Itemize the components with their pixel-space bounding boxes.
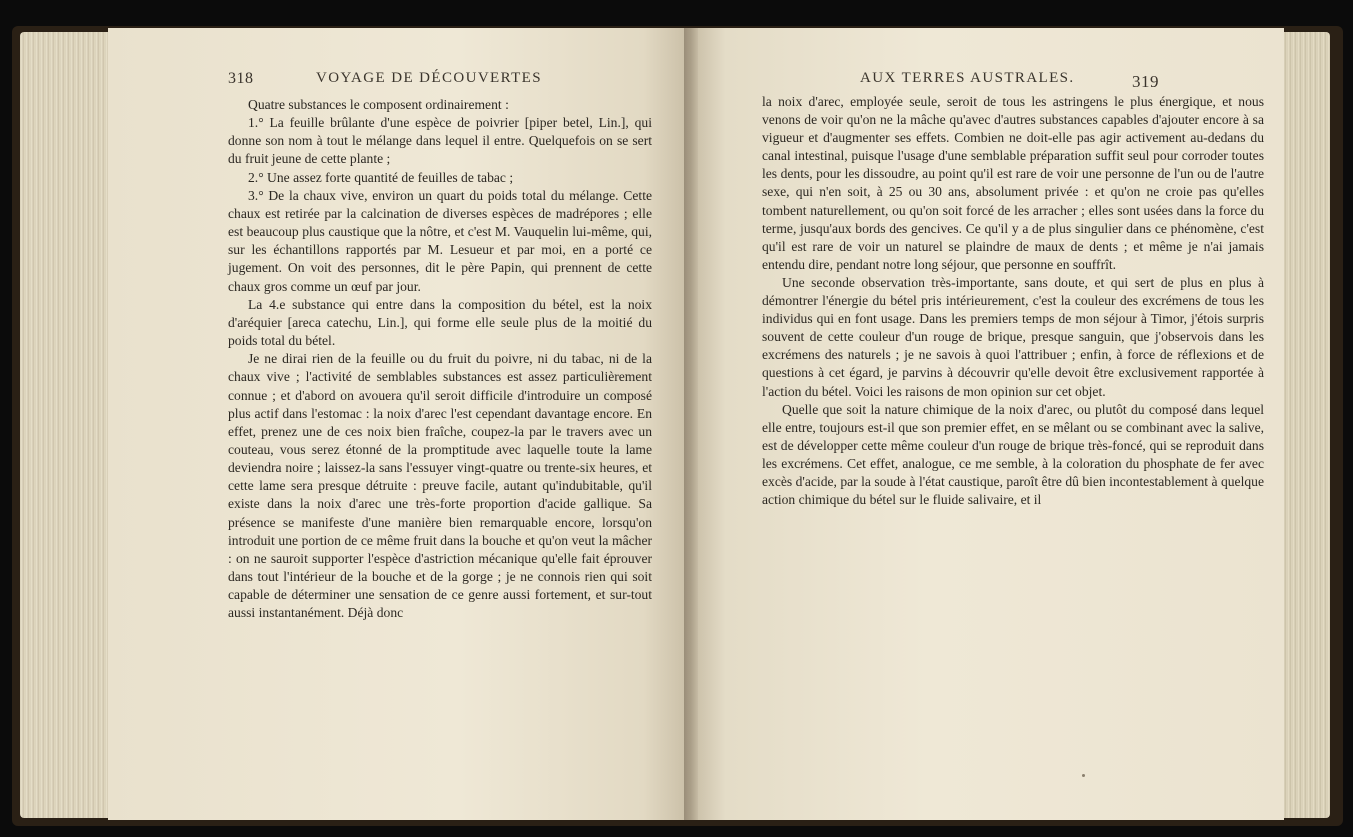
left-running-title: VOYAGE DE DÉCOUVERTES xyxy=(316,70,542,86)
left-page-number: 318 xyxy=(228,70,254,87)
paragraph: Une seconde observation très-importante, sans doute, et qui sert de plus en plus à démontrer l'énergie du bétel pris intérieurement, c'est la couleur des excrémens de tous les individus qui en font usage. Dans les premiers temps de mon séjour à Timor, j'étois surpris souvent de cette couleur d'un rouge de brique, presque sanguin, que j'observois dans les excrémens des naturels ; je ne savois à quoi l'attribuer ; enfin, à force de réflexions et de questions à cet égard, je parvins à découvrir qu'elle devoit être exclusivement rapportée à l'action du bétel. Voici les raisons de mon opinion sur cet objet. xyxy=(762,274,1264,399)
left-page-edges xyxy=(20,32,112,818)
left-running-head xyxy=(228,70,648,92)
paragraph: Quatre substances le composent ordinairement : xyxy=(248,97,509,112)
right-running-head xyxy=(760,70,1260,92)
right-page-body xyxy=(762,93,1264,509)
paragraph: 2.° Une assez forte quantité de feuilles de tabac ; xyxy=(248,169,514,185)
right-page-edges xyxy=(1282,32,1330,818)
paragraph: la noix d'arec, employée seule, seroit de tous les astringens le plus énergique, et nous venons de voir qu'on ne la mâche qu'avec d'autres substances capables d'ajouter encore à sa vigueur et d'augmenter ses effets. Combien ne doit-elle pas agir activement au-dedans du canal intestinal, puisque l'usage d'une semblable préparation suffit seul pour corroder toutes les dents, pour les dissoudre, au point qu'il est rare de voir une personne de l'un ou de l'autre sexe, qui n'en soit, à 25 ou 30 ans, absolument privée : et qu'on ne croie pas qu'elles tombent naturellement, ou qu'on soit forcé de les arracher ; elles sont usées dans la force du terme, jusqu'aux bords des gencives. Ce qu'il y a de plus singulier dans ce phénomène, c'est qu'il est rare de voir un naturel se plaindre de maux de dents ; et même je n'ai jamais entendu dire, pendant notre long séjour, que personne en souffrît. xyxy=(762,94,1264,272)
left-page-body xyxy=(228,96,652,623)
right-running-title: AUX TERRES AUSTRALES. xyxy=(860,70,1075,86)
paragraph: 1.° La feuille brûlante d'une espèce de poivrier [piper betel, Lin.], qui donne son nom à tout le mélange dans lequel il entre. Quelquefois on se sert du fruit jeune de cette plante ; xyxy=(228,115,652,167)
right-page-number: 319 xyxy=(1132,72,1159,91)
paragraph: 3.° De la chaux vive, environ un quart du poids total du mélange. Cette chaux est retirée par la calcination de diverses espèces de madrépores ; elle est beaucoup plus caustique que la nôtre, et c'est M. Vauquelin lui-même, qui, sur les échantillons rapportés par M. Lesueur et par moi, en a porté ce jugement. On voit des personnes, dit le père Papin, qui prennent de cette chaux gros comme un œuf par jour. xyxy=(228,187,652,294)
paragraph: La 4.e substance qui entre dans la composition du bétel, est la noix d'aréquier [areca catechu, Lin.], qui forme elle seule plus de la moitié du poids total du bétel. xyxy=(228,296,652,349)
book-gutter xyxy=(684,28,698,820)
paper-speck xyxy=(1082,774,1085,777)
paragraph: Je ne dirai rien de la feuille ou du fruit du poivre, ni du tabac, ni de la chaux vive ; l'activité de semblables substances est assez particulièrement connue ; et d'abord on avouera qu'il seroit difficile d'introduire un composé plus actif dans l'estomac : la noix d'arec l'est cependant davantage encore. En effet, prenez une de ces noix bien fraîche, coupez-la par le travers avec un couteau, vous serez étonné de la promptitude avec laquelle toute la lame deviendra noire ; laissez-la sans l'essuyer vingt-quatre ou trente-six heures, et cette lame sera presque détruite : preuve facile, autant qu'indubitable, qu'il existe dans la noix d'arec une très-forte proportion d'acide gallique. Sa présence se manifeste d'une manière bien remarquable encore, lorsqu'on introduit une portion de ce même fruit dans la bouche et qu'on veut la mâcher : on ne sauroit supporter l'espèce d'astriction mécanique qu'elle fait éprouver dans tout l'intérieur de la bouche et de la gorge ; je ne connois rien qui soit capable de déterminer une sensation de ce genre aussi fortement, et sur-tout aussi instantanément. Déjà donc xyxy=(228,351,652,621)
paragraph: Quelle que soit la nature chimique de la noix d'arec, ou plutôt du composé dans lequel elle entre, toujours est-il que son premier effet, en se mêlant ou se combinant avec la salive, est de développer cette même couleur d'un rouge de brique très-foncé, qui se reproduit dans les excrémens. Cet effet, analogue, ce me semble, à la coloration du phosphate de fer avec excès d'acide, par la soude à l'état caustique, paroît être dû bien incontestablement à quelque action chimique du bétel sur le fluide salivaire, et il xyxy=(762,401,1264,508)
